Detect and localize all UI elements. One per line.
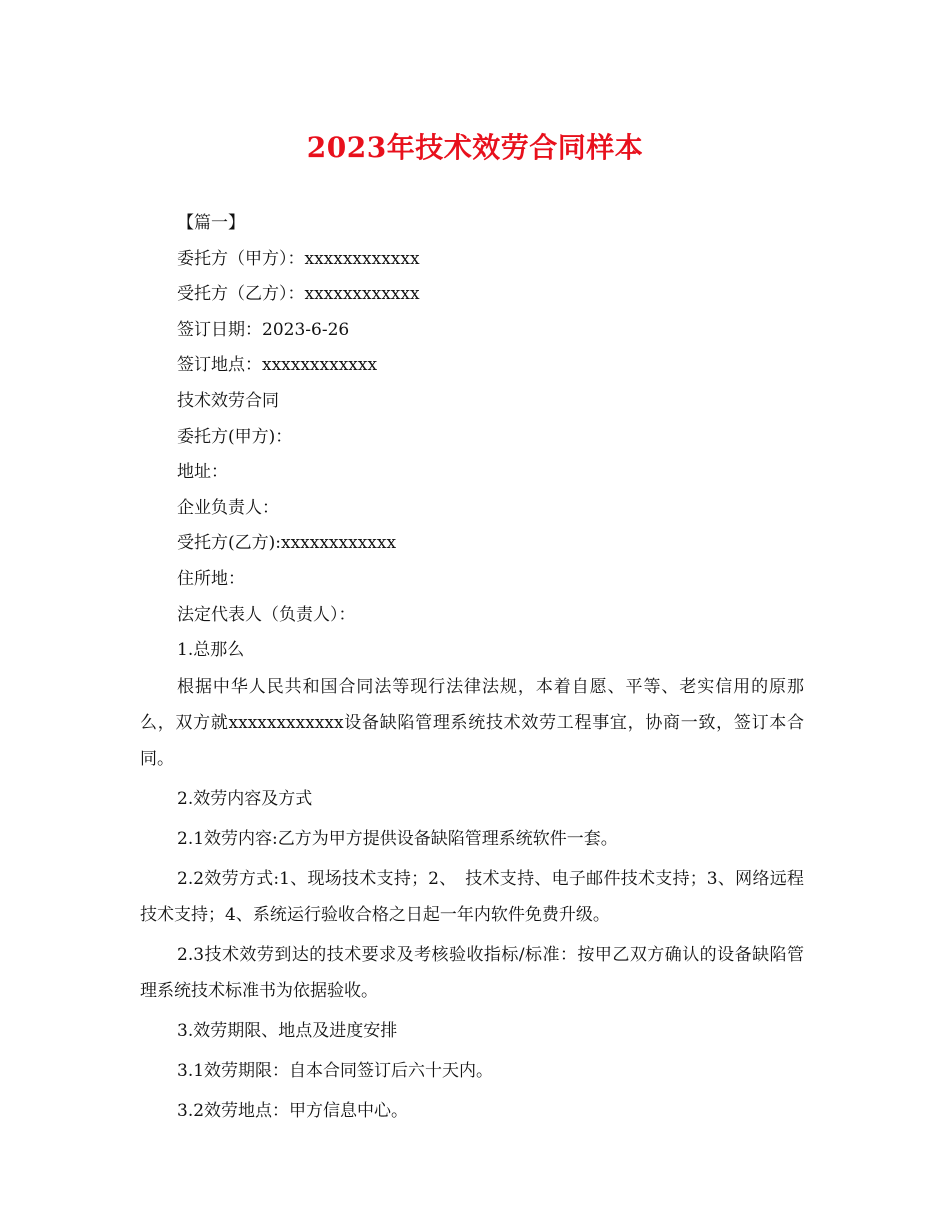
document-title: 2023年技术效劳合同样本 bbox=[306, 131, 644, 164]
address-line: 地址： bbox=[177, 462, 228, 483]
paragraph-3-1: 3.1效劳期限：自本合同签订后六十天内。 bbox=[177, 1060, 494, 1081]
paragraph-principles: 根据中华人民共和国合同法等现行法律法规，本着自愿、平等、老实信用的原那么，双方就xxxxxxxxxxxx设备缺陷管理系统技术效劳工程事宜，协商一致，签订本合同。 bbox=[140, 676, 804, 769]
residence-line: 住所地： bbox=[177, 568, 245, 589]
paragraph-2-2: 2.2效劳方式:1、现场技术支持；2、 技术支持、电子邮件技术支持；3、网络远程技术支持；4、系统运行验收合格之日起一年内软件免费升级。 bbox=[140, 868, 804, 925]
paragraph-2-3: 2.3技术效劳到达的技术要求及考核验收指标/标准：按甲乙双方确认的设备缺陷管理系统技术标准书为依据验收。 bbox=[140, 944, 804, 1001]
contract-name-line: 技术效劳合同 bbox=[177, 390, 279, 411]
heading-service-period: 3.效劳期限、地点及进度安排 bbox=[177, 1020, 398, 1041]
client-party-line: 委托方(甲方)： bbox=[177, 426, 293, 447]
sign-date-line: 签订日期：2023-6-26 bbox=[177, 319, 350, 340]
sign-place-line: 签订地点：xxxxxxxxxxxx bbox=[177, 355, 378, 376]
section-label: 【篇一】 bbox=[177, 213, 245, 233]
paragraph-3-2: 3.2效劳地点：甲方信息中心。 bbox=[177, 1100, 409, 1121]
company-head-line: 企业负责人： bbox=[177, 497, 279, 518]
document-body bbox=[140, 206, 804, 1129]
legal-rep-line: 法定代表人（负责人）： bbox=[177, 604, 356, 625]
contractor-line: 受托方（乙方）：xxxxxxxxxxxx bbox=[177, 284, 420, 305]
heading-general: 1.总那么 bbox=[177, 640, 245, 661]
contractor-party-line: 受托方(乙方):xxxxxxxxxxxx bbox=[177, 533, 397, 554]
paragraph-2-1: 2.1效劳内容:乙方为甲方提供设备缺陷管理系统软件一套。 bbox=[177, 828, 618, 849]
client-line: 委托方（甲方）：xxxxxxxxxxxx bbox=[177, 248, 420, 269]
heading-service-content: 2.效劳内容及方式 bbox=[177, 788, 313, 809]
